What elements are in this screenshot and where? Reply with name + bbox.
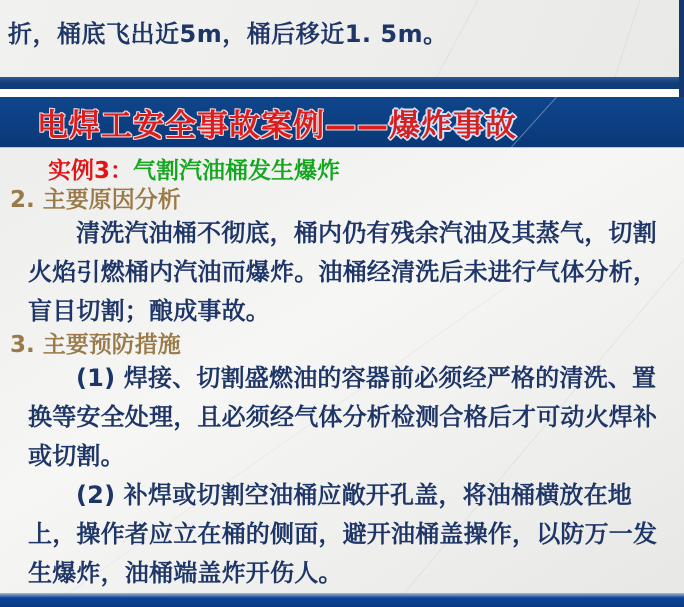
slide-gap (0, 89, 684, 97)
example-title: 气割汽油桶发生爆炸 (133, 158, 341, 184)
slide-divider-bar (0, 77, 684, 89)
paragraph-prevention-1: (1) 焊接、切割盛燃油的容器前必须经严格的清洗、置换等安全处理，且必须经气体分析检测合格后才可动火焊补或切割。 (28, 364, 658, 470)
paragraph-prevention-2: (2) 补焊或切割空油桶应敞开孔盖，将油桶横放在地上，操作者应立在桶的侧面，避开油桶盖操作，以防万一发生爆炸，油桶端盖炸开伤人。 (28, 481, 658, 587)
slide-title-bar (0, 97, 684, 148)
paragraph-cause: 清洗汽油桶不彻底，桶内仍有残余汽油及其蒸气，切割火焰引燃桶内汽油而爆炸。油桶经清洗后未进行气体分析，盲目切割；酿成事故。 (28, 219, 658, 325)
section-heading-prevention: 3. 主要预防措施 (10, 332, 181, 358)
previous-slide-fragment (0, 0, 684, 77)
main-slide (0, 97, 684, 607)
slide-bottom-bar (0, 593, 684, 607)
slide-title (37, 100, 517, 145)
slide-title-highlight: 爆炸事故 (389, 107, 517, 144)
slide-content (0, 148, 684, 593)
section-heading-cause: 2. 主要原因分析 (10, 187, 181, 213)
slide-title-main: 电焊工安全事故案例—— (37, 107, 389, 144)
example-line (48, 156, 684, 186)
previous-slide-text: 折，桶底飞出近5m，桶后移近1. 5m。 (8, 20, 448, 48)
right-edge-strip (679, 0, 684, 97)
example-label: 实例3： (48, 158, 134, 184)
